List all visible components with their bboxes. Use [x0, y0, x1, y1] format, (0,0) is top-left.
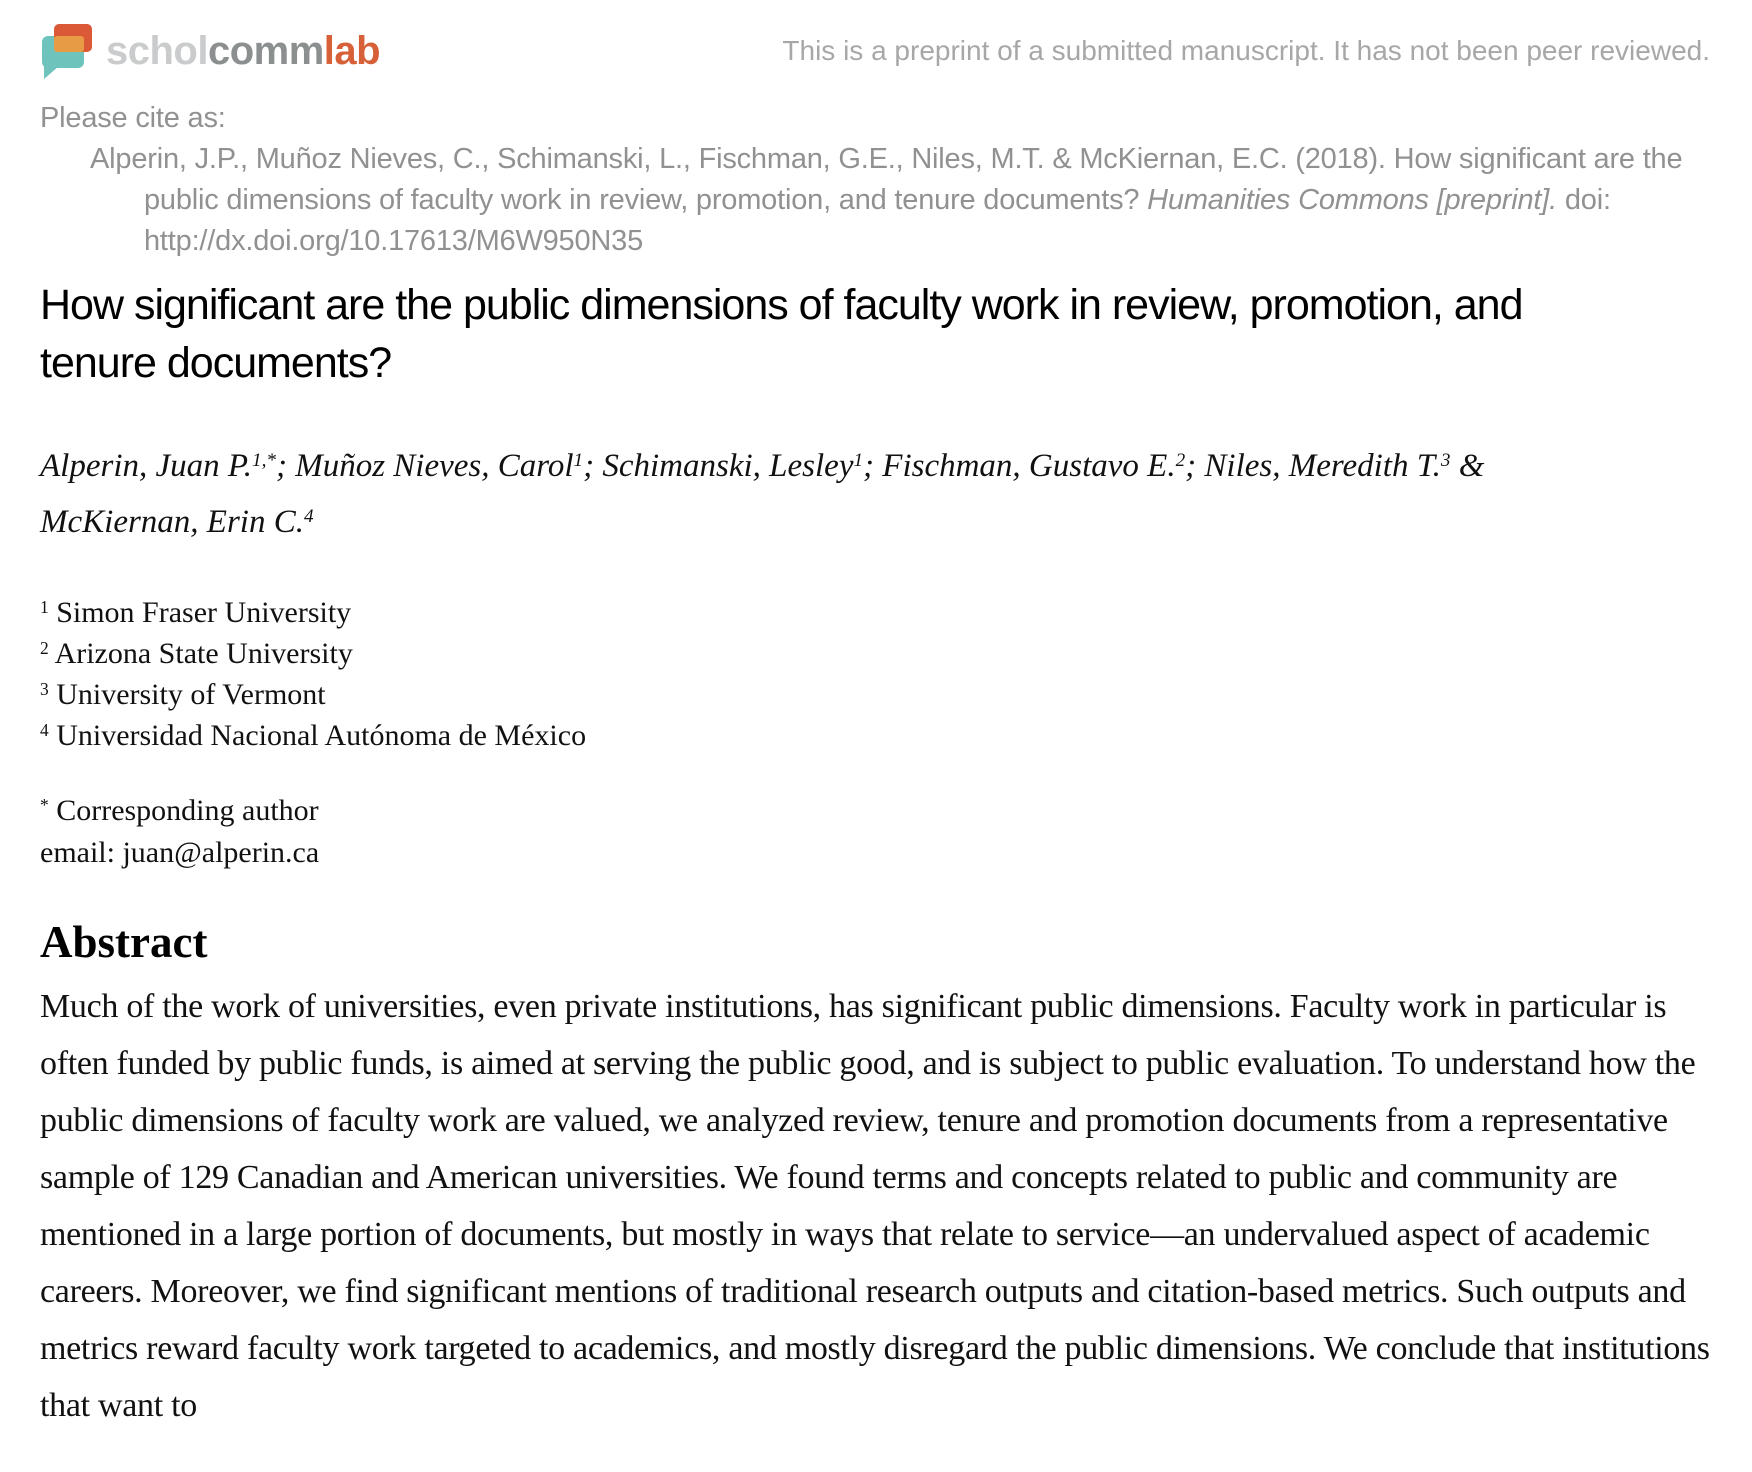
corresponding-asterisk: *: [40, 795, 49, 816]
author-superscript: 2: [1175, 450, 1186, 472]
author-separator: ;: [863, 448, 883, 484]
affiliation-name: Arizona State University: [54, 637, 353, 670]
author-name: McKiernan, Erin C.: [40, 504, 304, 540]
scholcommlab-logo: [40, 22, 380, 80]
affiliation-list: [40, 592, 1710, 756]
affiliation-item: [40, 592, 1710, 633]
affiliation-item: [40, 715, 1710, 756]
corresponding-author-note: [40, 790, 1710, 832]
corresponding-author-block: [40, 790, 1710, 874]
header: [40, 18, 1710, 84]
author-superscript: 1: [853, 450, 864, 472]
speech-bubbles-icon: [40, 22, 94, 80]
abstract-text: Much of the work of universities, even private institutions, has significant public dimensions. Faculty work in particular is often funded by public funds, is aimed at serving the public good, and is subject to public evaluation. To understand how the public dimensions of faculty work are valued, we analyzed review, tenure and promotion documents from a representative sample of 129 Canadian and American universities. We found terms and concepts related to public and community are mentioned in a large portion of documents, but mostly in ways that relate to service—an undervalued aspect of academic careers. Moreover, we find significant mentions of traditional research outputs and citation-based metrics. Such outputs and metrics reward faculty work targeted to academics, and mostly disregard the public dimensions. We conclude that institutions that want to: [40, 988, 1710, 1424]
citation-block: [40, 98, 1710, 262]
citation-journal: Humanities Commons [preprint].: [1147, 184, 1557, 216]
author-superscript: 4: [303, 506, 314, 528]
page: [40, 18, 1710, 1434]
affiliation-name: University of Vermont: [56, 678, 326, 711]
author-separator: ;: [1185, 448, 1205, 484]
doi-link: http://dx.doi.org/10.17613/M6W950N35: [144, 225, 644, 257]
logo-wordmark: [106, 29, 380, 74]
affiliation-item: [40, 674, 1710, 715]
citation-text: Alperin, J.P., Muñoz Nieves, C., Schimanski, L., Fischman, G.E., Niles, M.T. & McKiernan, E.C. (2018). How significant are the public dimensions of faculty work in review, promotion, and tenure documents?: [90, 143, 1683, 216]
citation-doi-label: doi:: [1556, 184, 1611, 216]
corresponding-label: Corresponding author: [56, 794, 319, 827]
abstract-heading: Abstract: [40, 917, 208, 967]
author-list: [40, 438, 1710, 550]
logo-text-lab: lab: [323, 28, 381, 73]
author-name: Schimanski, Lesley: [602, 448, 854, 484]
affiliation-superscript: 3: [40, 679, 49, 700]
affiliation-item: [40, 633, 1710, 674]
logo-text-comm: comm: [207, 28, 324, 73]
corresponding-email: email: juan@alperin.ca: [40, 836, 320, 869]
author-separator: ;: [583, 448, 603, 484]
author-superscript: 3: [1440, 450, 1451, 472]
affiliation-name: Universidad Nacional Autónoma de México: [56, 719, 587, 752]
affiliation-superscript: 4: [40, 720, 49, 741]
author-line-1: [40, 438, 1710, 494]
author-separator: ;: [275, 448, 296, 484]
author-superscript: 1,*: [252, 450, 276, 472]
citation-reference: [40, 139, 1710, 262]
author-name: Fischman, Gustavo E.: [882, 448, 1176, 484]
author-name: Muñoz Nieves, Carol: [295, 448, 574, 484]
author-line-2: [40, 494, 1710, 550]
citation-label: Please cite as:: [40, 102, 226, 134]
logo-text-schol: schol: [106, 28, 208, 73]
affiliation-superscript: 2: [40, 638, 49, 659]
author-separator: &: [1450, 448, 1485, 484]
preprint-notice: This is a preprint of a submitted manuscript. It has not been peer reviewed.: [782, 35, 1710, 66]
affiliation-superscript: 1: [40, 597, 49, 618]
paper-title: How significant are the public dimensions of faculty work in review, promotion, and tenure documents?: [40, 281, 1523, 387]
affiliation-name: Simon Fraser University: [56, 596, 352, 629]
author-name: Niles, Meredith T.: [1204, 448, 1441, 484]
author-superscript: 1: [573, 450, 584, 472]
author-name: Alperin, Juan P.: [40, 448, 253, 484]
